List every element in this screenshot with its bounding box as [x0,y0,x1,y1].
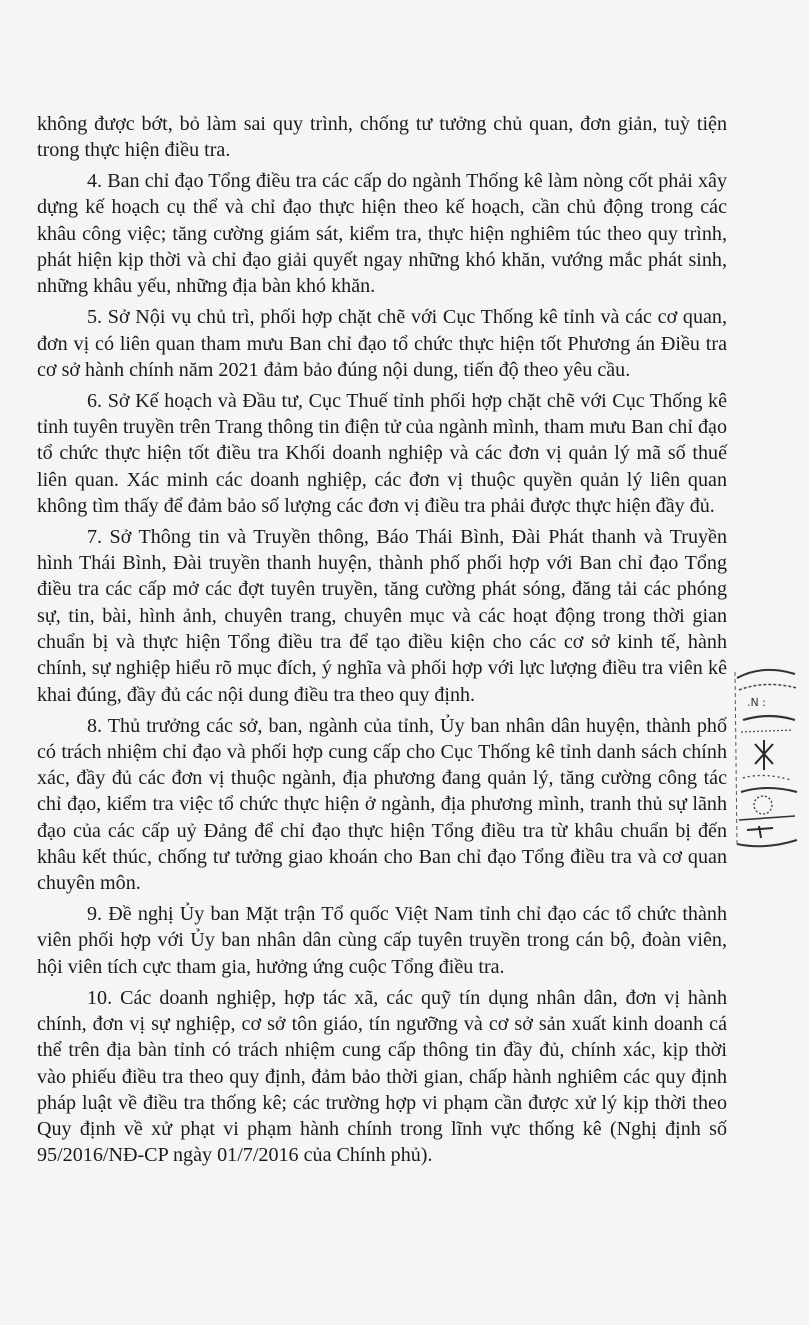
paragraph-item-10: 10. Các doanh nghiệp, hợp tác xã, các quỹ tín dụng nhân dân, đơn vị hành chính, đơn vị sự nghiệp, cơ sở tôn giáo, tín ngưỡng và cơ sở sản xuất kinh doanh cá thể trên địa bàn tỉnh có trách nhiệm cung cấp thông tin đầy đủ, chính xác, kịp thời vào phiếu điều tra theo quy định, đảm bảo thời gian, chấp hành nghiêm các quy định pháp luật về điều tra thống kê; các trường hợp vi phạm cần được xử lý kịp thời theo Quy định về xử phạt vi phạm hành chính trong lĩnh vực thống kê (Nghị định số 95/2016/NĐ-CP ngày 01/7/2016 của Chính phủ). [37,986,727,1167]
paragraph-continuation: không được bớt, bỏ làm sai quy trình, chống tư tưởng chủ quan, đơn giản, tuỳ tiện trong thực hiện điều tra. [37,113,727,162]
document-body [37,111,727,1173]
paragraph-item-7: 7. Sở Thông tin và Truyền thông, Báo Thái Bình, Đài Phát thanh và Truyền hình Thái Bình, Đài truyền thanh huyện, thành phố phối hợp với Ban chỉ đạo Tổng điều tra các cấp mở các đợt tuyên truyền, tăng cường phát sóng, đăng tải các phóng sự, tin, bài, hình ảnh, chuyên trang, chuyên mục và các hoạt động trong thời gian chuẩn bị và thực hiện Tổng điều tra để tạo điều kiện cho các cơ sở kinh tế, hành chính, sự nghiệp hiểu rõ mục đích, ý nghĩa và phối hợp với lực lượng điều tra viên kê khai đúng, đầy đủ các nội dung điều tra theo quy định. [37,525,727,706]
partial-seal-stamp-icon [733,660,803,850]
paragraph-item-4: 4. Ban chỉ đạo Tổng điều tra các cấp do ngành Thống kê làm nòng cốt phải xây dựng kế hoạch cụ thể và chỉ đạo thực hiện theo kế hoạch, cần chủ động trong các khâu công việc; tăng cường giám sát, kiểm tra, thực hiện nghiêm túc theo quy trình, phát hiện kịp thời và chỉ đạo giải quyết ngay những khó khăn, vướng mắc phát sinh, những khâu yếu, những địa bàn khó khăn. [37,170,727,298]
svg-text:.N :: .N : [747,696,766,709]
paragraph-item-9: 9. Đề nghị Ủy ban Mặt trận Tổ quốc Việt Nam tỉnh chỉ đạo các tổ chức thành viên phối hợp với Ủy ban nhân dân cùng cấp tuyên truyền trong cán bộ, đoàn viên, hội viên tích cực tham gia, hưởng ứng cuộc Tổng điều tra. [37,903,727,978]
paragraph-item-6: 6. Sở Kế hoạch và Đầu tư, Cục Thuế tỉnh phối hợp chặt chẽ với Cục Thống kê tỉnh tuyên truyền trên Trang thông tin điện tử của ngành mình, tham mưu Ban chỉ đạo tổ chức thực hiện tốt điều tra Khối doanh nghiệp và các đơn vị quản lý mã số thuế liên quan. Xác minh các doanh nghiệp, các đơn vị thuộc quyền quản lý liên quan không tìm thấy để đảm bảo số lượng các đơn vị điều tra phải được thực hiện đầy đủ. [37,389,727,517]
paragraph-item-8: 8. Thủ trưởng các sở, ban, ngành của tỉnh, Ủy ban nhân dân huyện, thành phố có trách nhiệm chỉ đạo và phối hợp cung cấp cho Cục Thống kê tỉnh danh sách chính xác, đầy đủ các đơn vị thuộc ngành, địa phương đang quản lý, tăng cường công tác chỉ đạo, kiểm tra việc tổ chức thực hiện ở ngành, địa phương mình, tranh thủ sự lãnh đạo của các cấp uỷ Đảng để chỉ đạo thực hiện Tổng điều tra từ khâu chuẩn bị đến khâu kết thúc, chống tư tưởng giao khoán cho Ban chỉ đạo Tổng điều tra và cơ quan chuyên môn. [37,714,727,895]
paragraph-item-5: 5. Sở Nội vụ chủ trì, phối hợp chặt chẽ với Cục Thống kê tỉnh và các cơ quan, đơn vị có liên quan tham mưu Ban chỉ đạo tổ chức thực hiện tốt Phương án Điều tra cơ sở hành chính năm 2021 đảm bảo đúng nội dung, tiến độ theo yêu cầu. [37,306,727,381]
